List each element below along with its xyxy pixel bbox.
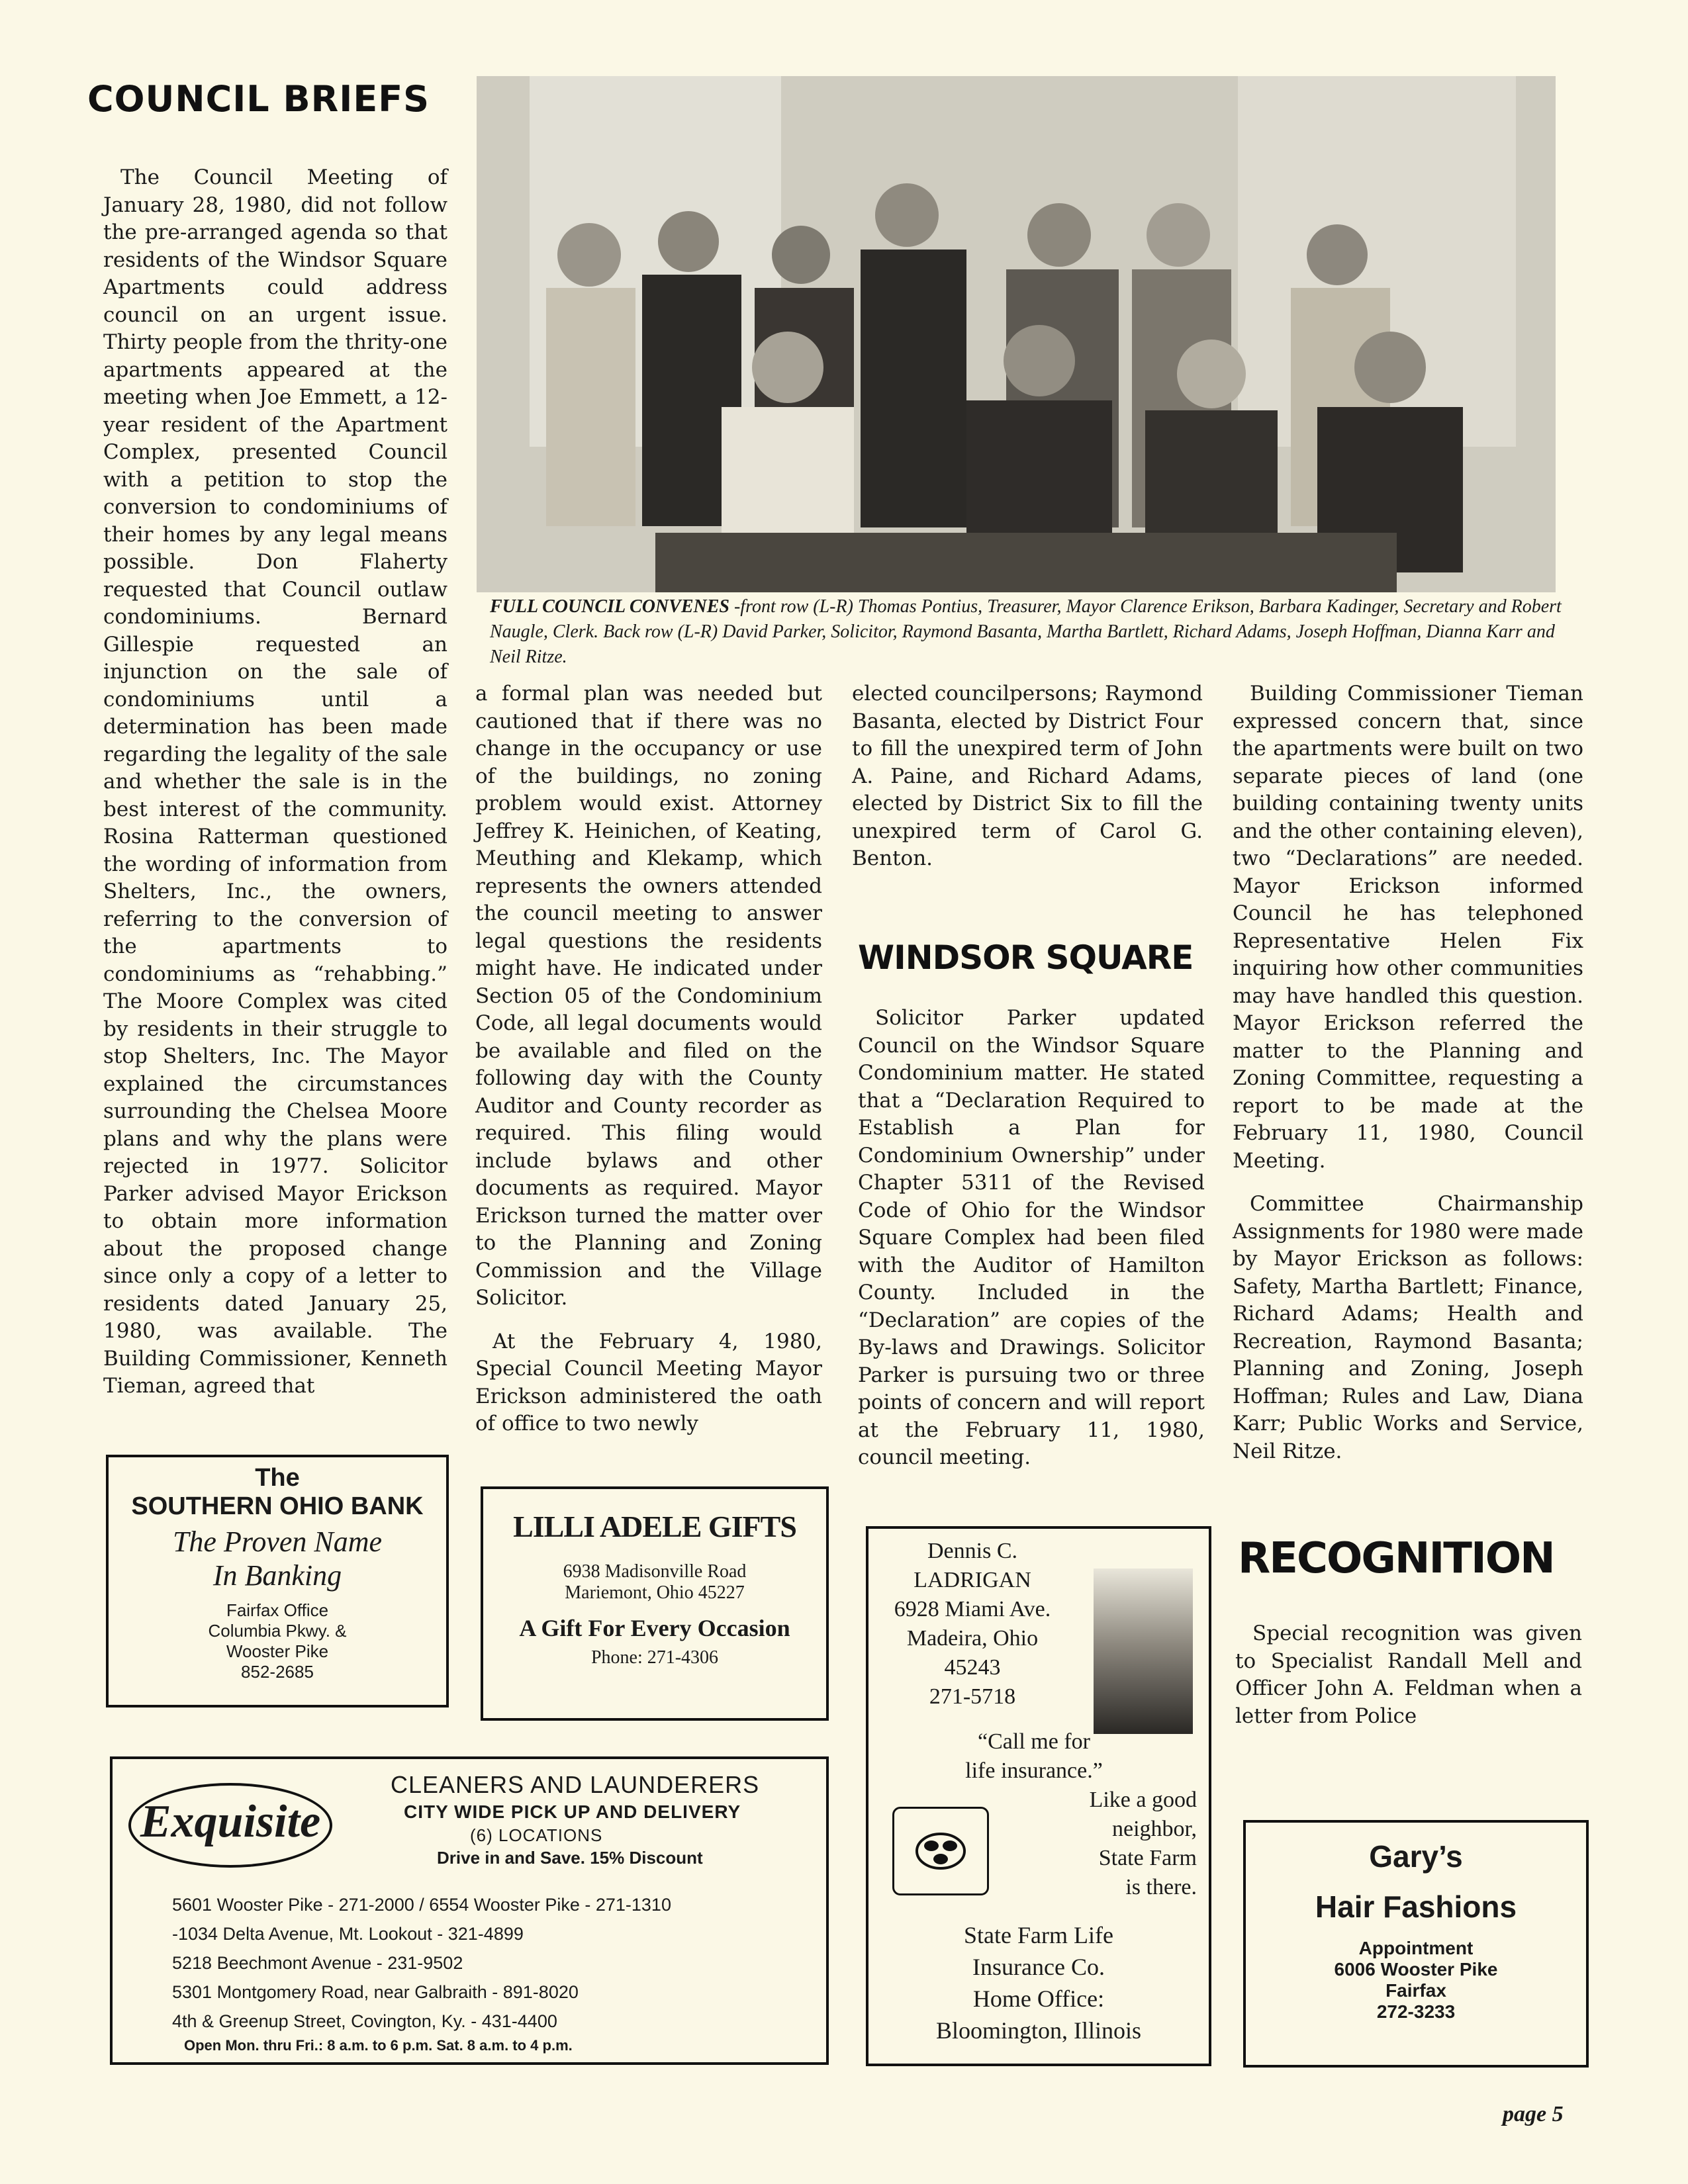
council-briefs-paragraph-3: At the February 4, 1980, Special Council Meeting Mayor Erickson administered the oath of office to two newly — [475, 1329, 822, 1435]
council-photo — [477, 76, 1556, 592]
lilli-ad-address-2: Mariemont, Ohio 45227 — [565, 1582, 745, 1603]
bank-ad-slogan-1: The Proven Name — [172, 1525, 383, 1558]
recognition-heading: RECOGNITION — [1238, 1534, 1554, 1583]
exquisite-location-4: 5301 Montgomery Road, near Galbraith - 891-8020 — [172, 1982, 579, 2002]
exquisite-location-1: 5601 Wooster Pike - 271-2000 / 6554 Wooster Pike - 271-1310 — [172, 1895, 671, 1915]
state-farm-slogan-4: is there. — [1125, 1875, 1197, 1899]
exquisite-subtitle-1: CITY WIDE PICK UP AND DELIVERY — [404, 1801, 741, 1822]
exquisite-title: CLEANERS AND LAUNDERERS — [391, 1771, 760, 1798]
ladrigan-contact — [883, 1537, 1062, 1711]
exquisite-subtitle-2: (6) LOCATIONS — [470, 1825, 603, 1845]
page-number: page 5 — [1503, 2102, 1564, 2126]
lilli-ad-tagline: A Gift For Every Occasion — [519, 1615, 790, 1641]
building-commissioner-paragraph: Building Commissioner Tieman expressed concern that, since the apartments were built on two separate pieces of land (one building containing twenty units and the other containing eleven), two “Declarations” are needed. Mayor Erickson informed Council he has telephoned Representative Helen Fix inquiring how other communities may have handled this question. Mayor Erickson referred the matter to the Planning and Zoning Committee, requesting a report to be made at the February 11, 1980, Council Meeting. — [1233, 682, 1583, 1173]
garys-ad-city: Fairfax — [1385, 1980, 1446, 2001]
ladrigan-address-2: Madeira, Ohio — [906, 1626, 1039, 1651]
lilli-ad-phone: Phone: 271-4306 — [590, 1647, 719, 1668]
ladrigan-quote-1: “Call me for — [978, 1729, 1090, 1754]
garys-ad-appointment: Appointment — [1358, 1938, 1474, 1958]
column-4 — [1233, 680, 1583, 1481]
state-farm-slogan — [1090, 1786, 1197, 1902]
southern-ohio-bank-ad — [106, 1455, 449, 1707]
council-photo-image — [477, 76, 1556, 592]
council-briefs-paragraph-1: The Council Meeting of January 28, 1980, did not follow the pre-arranged agenda so that residents of the Windsor Square Apartments could address council on an urgent issue. Thirty people from the thrity-one apartments appeared at the meeting when Joe Emmett, a 12-year resident of the Apartment Complex, presented Council with a petition to stop the conversion to condominiums of their homes by any legal means possible. Don Flaherty requested that Council outlaw condominiums. Bernard Gillespie requested an injunction on the sale of condominiums until a determination has been made regarding the legality of the sale and whether the sale is in the best interest of the community. Rosina Ratterman questioned the wording of information from Shelters, Inc., the owners, referring to the conversion of the apartments to condominiums as “rehabbing.” The Moore Complex was cited by residents in their struggle to stop Shelters, Inc. The Mayor explained the circumstances surrounding the Chelsea Moore plans and why the plans were rejected in 1977. Solicitor Parker advised Mayor Erickson to obtain more information about the proposed change since only a copy of a letter to residents dated January 25, 1980, was available. The Building Commissioner, Kenneth Tieman, agreed that — [103, 165, 447, 1398]
state-farm-company-4: Bloomington, Illinois — [935, 2017, 1142, 2044]
windsor-square-paragraph: Solicitor Parker updated Council on the Windsor Square Condominium matter. He stated that a “Declaration Required to Establish a Plan for Condominium Ownership” under Chapter 5311 of the Revised Code of Ohio for the Windsor Square Complex had been filed with the Auditor of Hamilton County. Included in the “Declaration” are copies of the By-laws and Drawings. Solicitor Parker is pursuing two or three points of concern and will report at the February 11, 1980, council meeting. — [858, 1006, 1205, 1469]
column-3 — [852, 680, 1203, 889]
bank-ad-address-1: Columbia Pkwy. & — [208, 1621, 347, 1641]
exquisite-location-2: -1034 Delta Avenue, Mt. Lookout - 321-4899 — [172, 1924, 524, 1944]
ladrigan-quote — [908, 1727, 1160, 1786]
windsor-square-column — [858, 1005, 1205, 1488]
exquisite-subtitle-3: Drive in and Save. 15% Discount — [437, 1848, 703, 1868]
bank-ad-phone: 852-2685 — [241, 1662, 314, 1682]
state-farm-logo — [892, 1807, 989, 1895]
lilli-adele-gifts-ad — [481, 1486, 829, 1721]
state-farm-slogan-2: neighbor, — [1112, 1817, 1197, 1841]
committee-assignments-paragraph: Committee Chairmanship Assignments for 1980 were made by Mayor Erickson as follows: Safety, Martha Bartlett; Finance, Richard Adams; Health and Recreation, Raymond Basanta; Planning and Zoning, Joseph Hoffman; Rules and Law, Diana Karr; Public Works and Service, Neil Ritze. — [1233, 1192, 1583, 1463]
bank-ad-address-2: Wooster Pike — [226, 1641, 329, 1661]
caption-text: -front row (L-R) Thomas Pontius, Treasurer, Mayor Clarence Erikson, Barbara Kadinger, Secretary and Robert Naugle, Clerk. Back row (L-R) David Parker, Solicitor, Raymond Basanta, Martha Bartlett, Richard Adams, Joseph Hoffman, Dianna Karr and Neil Ritze. — [490, 596, 1562, 667]
ladrigan-name-1: Dennis C. — [927, 1539, 1017, 1563]
bank-ad-name: SOUTHERN OHIO BANK — [131, 1492, 424, 1520]
state-farm-ladrigan-ad — [866, 1526, 1211, 2066]
garys-ad-phone: 272-3233 — [1376, 2001, 1456, 2022]
column-2 — [475, 680, 822, 1454]
exquisite-cleaners-ad — [110, 1756, 829, 2065]
state-farm-company — [868, 1919, 1209, 2046]
photo-caption — [490, 594, 1575, 670]
garys-ad-name-1: Gary’s — [1369, 1839, 1463, 1874]
garys-ad-address: 6006 Wooster Pike — [1334, 1959, 1498, 1979]
windsor-square-heading: WINDSOR SQUARE — [858, 938, 1194, 977]
council-briefs-heading: COUNCIL BRIEFS — [87, 78, 430, 120]
exquisite-hours: Open Mon. thru Fri.: 8 a.m. to 6 p.m. Sat. 8 a.m. to 4 p.m. — [184, 2037, 573, 2054]
exquisite-location-5: 4th & Greenup Street, Covington, Ky. - 431-4400 — [172, 2011, 557, 2031]
state-farm-slogan-3: State Farm — [1098, 1846, 1197, 1870]
bank-ad-the: The — [255, 1464, 300, 1492]
ladrigan-phone: 271-5718 — [929, 1684, 1016, 1709]
exquisite-locations — [172, 1890, 671, 2036]
garys-hair-fashions-ad — [1243, 1820, 1589, 2068]
council-briefs-paragraph-2: a formal plan was needed but cautioned that if there was no change in the occupancy or use of the buildings, no zoning problem would exist. Attorney Jeffrey K. Heinichen, of Keating, Meuthing and Klekamp, which represents the owners attended the council meeting to answer legal questions the residents might have. He indicated under Section 05 of the Condominium Code, all legal documents would be available and filed on the following day with the County Auditor and County recorder as required. This filing would include bylaws and other documents as required. Mayor Erickson turned the matter over to the Planning and Zoning Commission and the Village Solicitor. — [475, 682, 822, 1310]
council-briefs-paragraph-4: elected councilpersons; Raymond Basanta, elected by District Four to fill the unexpired term of John A. Paine, and Richard Adams, elected by District Six to fill the unexpired term of Carol G. Benton. — [852, 682, 1203, 870]
ladrigan-quote-2: life insurance.” — [965, 1758, 1103, 1783]
lilli-ad-name: LILLI ADELE GIFTS — [513, 1510, 796, 1543]
recognition-paragraph: Special recognition was given to Specialist Randall Mell and Officer John A. Feldman when a letter from Police — [1235, 1621, 1582, 1728]
recognition-column — [1235, 1620, 1582, 1746]
caption-title: FULL COUNCIL CONVENES — [490, 596, 729, 617]
ladrigan-portrait — [1094, 1569, 1193, 1734]
ladrigan-zip: 45243 — [944, 1655, 1001, 1680]
ladrigan-address-1: 6928 Miami Ave. — [894, 1597, 1051, 1621]
garys-ad-name-2: Hair Fashions — [1315, 1889, 1517, 1924]
column-1 — [103, 164, 447, 1416]
bank-ad-slogan-2: In Banking — [212, 1559, 342, 1592]
state-farm-company-3: Home Office: — [972, 1985, 1105, 2012]
state-farm-company-1: State Farm Life — [964, 1922, 1113, 1948]
bank-ad-office: Fairfax Office — [226, 1600, 329, 1620]
state-farm-company-2: Insurance Co. — [972, 1954, 1105, 1980]
lilli-ad-address-1: 6938 Madisonville Road — [563, 1561, 747, 1582]
exquisite-location-3: 5218 Beechmont Avenue - 231-9502 — [172, 1953, 463, 1973]
state-farm-slogan-1: Like a good — [1089, 1788, 1197, 1812]
exquisite-logo: Exquisite — [128, 1783, 332, 1868]
state-farm-ovals-icon — [894, 1809, 987, 1893]
ladrigan-name-2: LADRIGAN — [914, 1568, 1031, 1592]
